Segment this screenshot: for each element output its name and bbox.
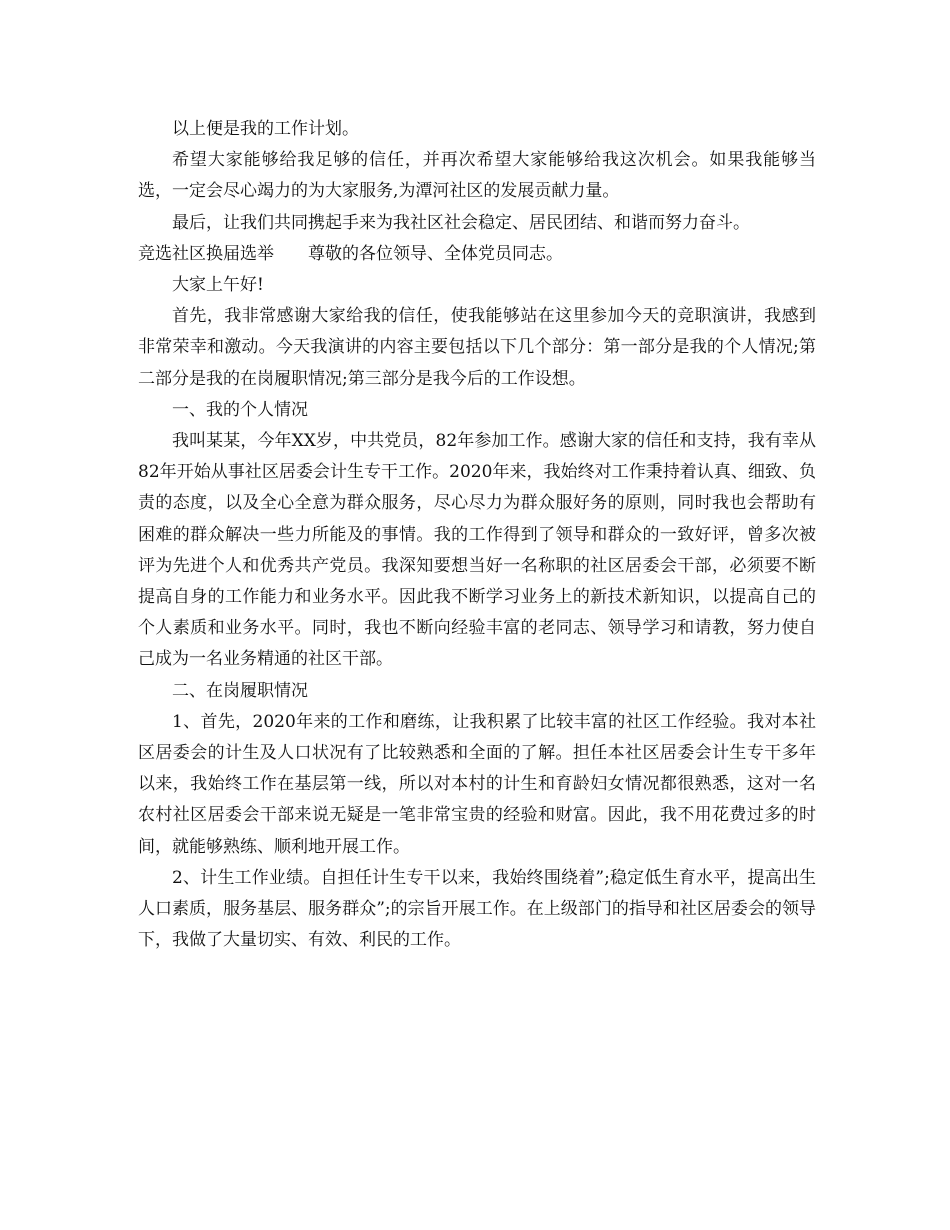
speech-title: 竞选社区换届选举 xyxy=(138,243,274,264)
paragraph: 以上便是我的工作计划。 xyxy=(172,119,359,139)
paragraph: 我叫某某，今年XX岁，中共党员，82年参加工作。感谢大家的信任和支持，我有幸从82年开始从事社区居委会计生专干工作。2020年来，我始终对工作秉持着认真、细致、负责的态度，以及全心全意为群众服务，尽心尽力为群众服好务的原则，同时我也会帮助有困难的群众解决一些力所能及的事情。我的工作得到了领导和群众的一致好评，曾多次被评为先进个人和优秀共产党员。我深知要想当好一名称职的社区居委会干部，必须要不断提高自身的工作能力和业务水平。因此我不断学习业务上的新技术新知识，以提高自己的个人素质和业务水平。同时，我也不断向经验丰富的老同志、领导学习和请教，努力使自己成为一名业务精通的社区干部。 xyxy=(138,431,816,670)
section-heading: 一、我的个人情况 xyxy=(172,399,308,420)
speech-title-line xyxy=(138,239,816,270)
paragraph: 2、计生工作业绩。自担任计生专干以来，我始终围绕着”;稳定低生育水平，提高出生人口素质，服务基层、服务群众”;的宗旨开展工作。在上级部门的指导和社区居委会的领导下，我做了大量切实、有效、利民的工作。 xyxy=(138,867,816,951)
speech-salutation: 尊敬的各位领导、全体党员同志。 xyxy=(308,243,563,264)
section-heading: 二、在岗履职情况 xyxy=(172,680,308,701)
paragraph: 首先，我非常感谢大家给我的信任，使我能够站在这里参加今天的竞职演讲，我感到非常荣幸和激动。今天我演讲的内容主要包括以下几个部分：第一部分是我的个人情况;第二部分是我的在岗履职情况;第三部分是我今后的工作设想。 xyxy=(138,306,816,389)
greeting: 大家上午好! xyxy=(172,275,264,296)
paragraph: 希望大家能够给我足够的信任，并再次希望大家能够给我这次机会。如果我能够当选，一定会尽心竭力的为大家服务,为潭河社区的发展贡献力量。 xyxy=(138,150,816,202)
paragraph: 最后，让我们共同携起手来为我社区社会稳定、居民团结、和谐而努力奋斗。 xyxy=(172,212,750,233)
document-body xyxy=(138,114,816,956)
paragraph: 1、首先，2020年来的工作和磨练，让我积累了比较丰富的社区工作经验。我对本社区居委会的计生及人口状况有了比较熟悉和全面的了解。担任本社区居委会计生专干多年以来，我始终工作在基层第一线，所以对本村的计生和育龄妇女情况都很熟悉，这对一名农村社区居委会干部来说无疑是一笔非常宝贵的经验和财富。因此，我不用花费过多的时间，就能够熟练、顺利地开展工作。 xyxy=(138,711,816,857)
